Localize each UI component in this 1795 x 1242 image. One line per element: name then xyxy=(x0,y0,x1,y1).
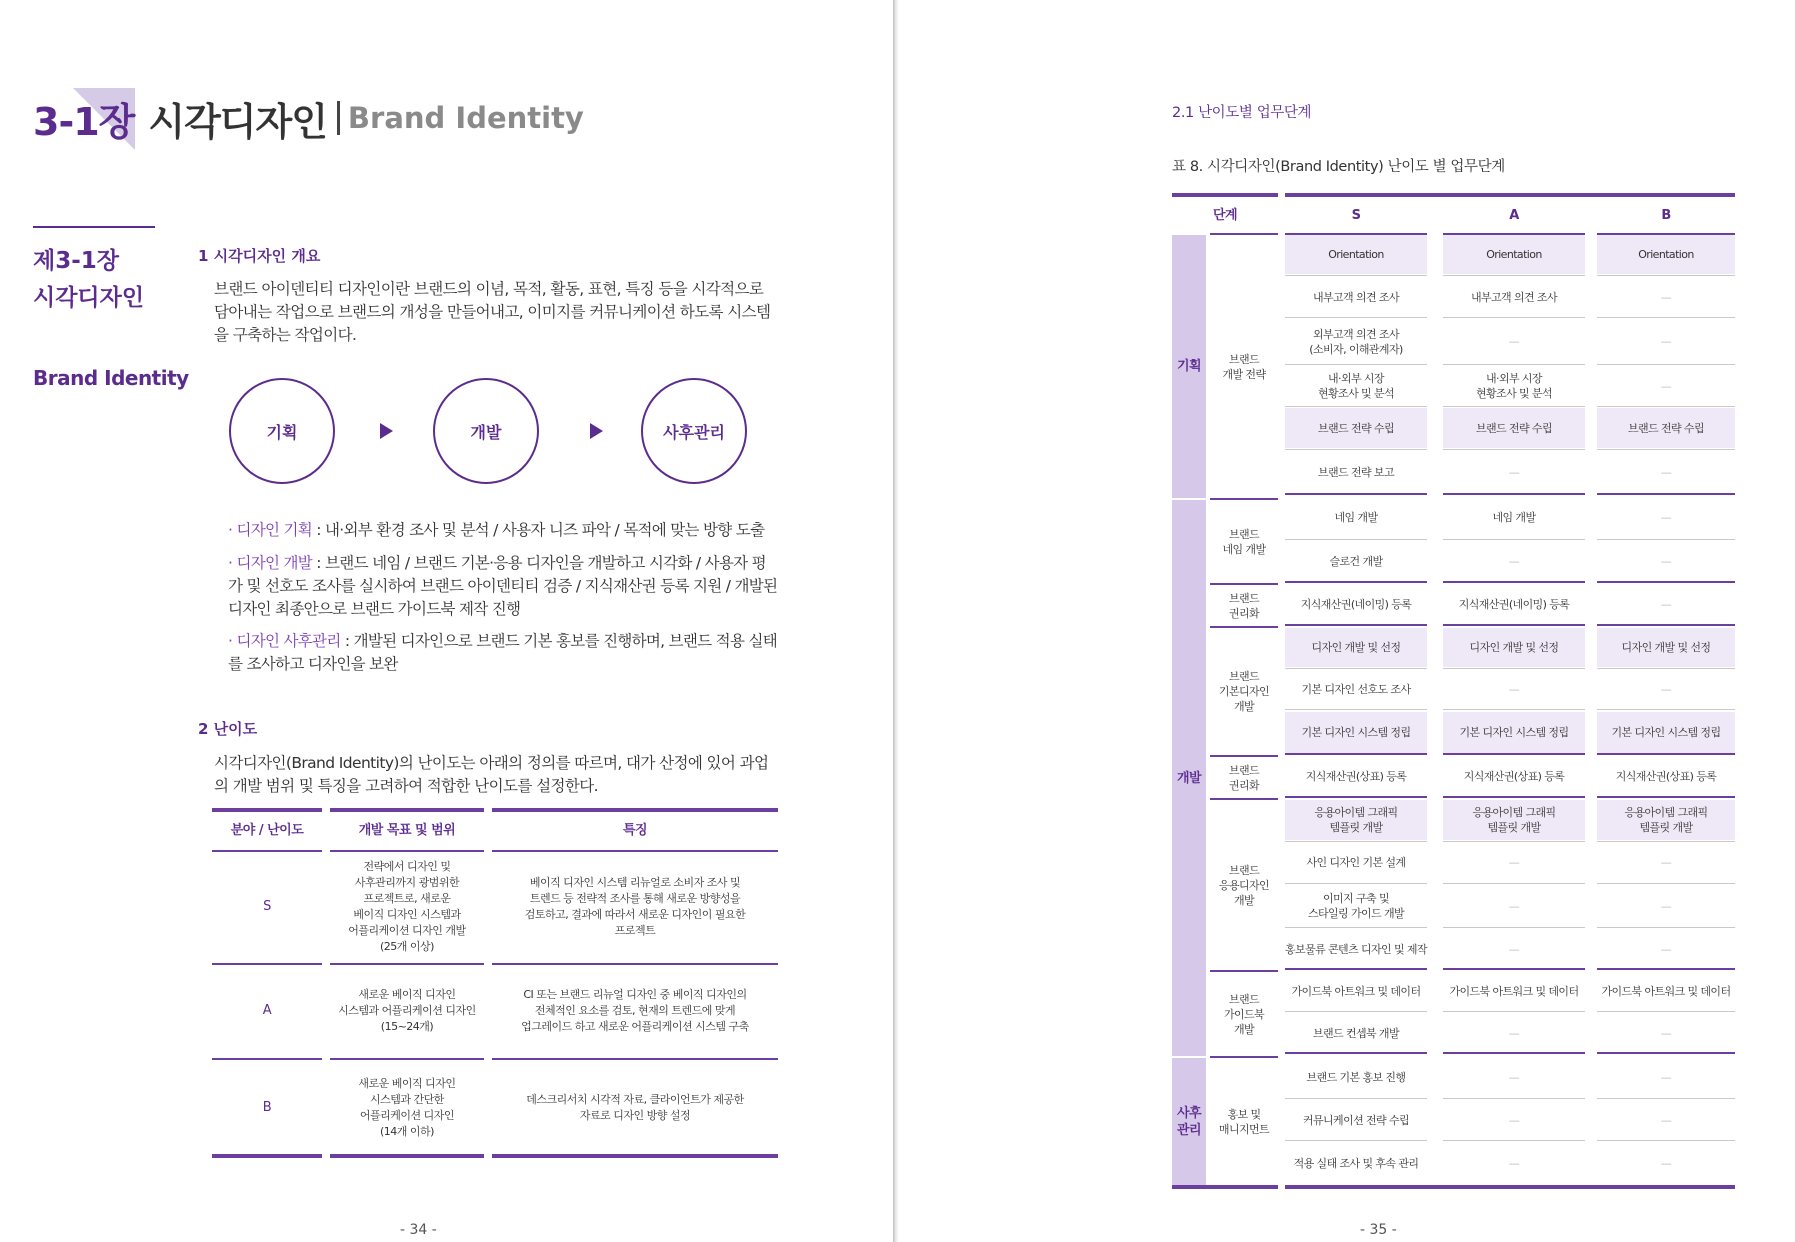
stage-cell-empty-dash: — xyxy=(1508,899,1520,913)
table-rule xyxy=(1285,539,1427,540)
table-rule xyxy=(212,808,322,812)
stage-cell-s: 내부고객 의견 조사 xyxy=(1312,290,1399,304)
phase-plan: 기획 xyxy=(1172,235,1206,498)
stage-cell-empty-dash: — xyxy=(1508,942,1520,956)
table-rule xyxy=(1443,968,1585,970)
table-rule xyxy=(1443,841,1585,842)
stage-cell-a: 지식재산권(상표) 등록 xyxy=(1463,770,1565,783)
group-brand-rights: 브랜드 권리화 xyxy=(1228,591,1260,620)
bullet-design-develop xyxy=(228,552,778,621)
side-heading-line2: 시각디자인 xyxy=(33,285,145,311)
table-rule xyxy=(1597,968,1735,970)
bullet-design-aftercare xyxy=(228,630,778,676)
table-cell-feature: CI 또는 브랜드 리뉴얼 디자인 중 베이직 디자인의 전체적인 요소를 검토, 현재의 트렌드에 맞게 업그레이드 하고 새로운 어플리케이션 시스템 구축 xyxy=(521,988,749,1033)
stage-cell-empty-dash: — xyxy=(1660,1026,1672,1040)
stage-cell-empty-dash: — xyxy=(1660,511,1672,524)
stage-cell-s: 커뮤니케이션 전략 수립 xyxy=(1302,1113,1410,1127)
table-rule xyxy=(1597,539,1735,540)
phase-develop: 개발 xyxy=(1172,500,1206,1056)
left-page xyxy=(0,0,893,1242)
phase-aftercare: 사후 관리 xyxy=(1172,1058,1206,1185)
table-rule xyxy=(1285,317,1427,318)
table-rule xyxy=(1285,668,1427,669)
table-rule xyxy=(212,1058,322,1060)
table-rule xyxy=(1210,798,1278,800)
chapter-english-title: Brand Identity xyxy=(347,101,584,135)
stage-cell-empty-dash: — xyxy=(1660,379,1672,393)
table-rule xyxy=(1210,583,1278,585)
table-rule xyxy=(1285,406,1427,407)
chapter-korean-title: 시각디자인 xyxy=(148,99,327,144)
table-rule xyxy=(1443,1052,1585,1054)
table-rule xyxy=(330,850,484,852)
side-heading-line1: 제3-1장 xyxy=(33,248,119,274)
table-rule xyxy=(330,1154,484,1158)
table-rule xyxy=(1597,927,1735,928)
table-rule xyxy=(1443,796,1585,798)
stage-cell-a: 응용아이템 그래픽 템플릿 개발 xyxy=(1443,800,1585,840)
stage-cell-empty-dash: — xyxy=(1660,335,1672,348)
table-rule xyxy=(492,1058,778,1060)
stage-cell-s: 지식재산권(네이밍) 등록 xyxy=(1300,598,1412,611)
table-rule xyxy=(1597,275,1735,276)
table-rule xyxy=(492,1154,778,1158)
group-guidebook: 브랜드 가이드북 개발 xyxy=(1223,992,1265,1036)
side-heading-english: Brand Identity xyxy=(33,366,189,390)
table-rule xyxy=(1210,755,1278,757)
chapter-number: 3-1장 xyxy=(33,99,135,144)
stage-cell-empty-dash: — xyxy=(1660,1113,1672,1127)
stage-cell-empty-dash: — xyxy=(1508,682,1520,696)
table-rule xyxy=(1597,1011,1735,1012)
table-rule xyxy=(1597,1052,1735,1054)
process-step-develop: 개발 xyxy=(433,378,539,484)
stage-cell-s: 가이드북 아트워크 및 데이터 xyxy=(1291,984,1421,998)
stage-cell-empty-dash: — xyxy=(1660,290,1672,304)
book-spine xyxy=(893,0,898,1242)
table-rule xyxy=(1210,1056,1278,1058)
stage-cell-empty-dash: — xyxy=(1508,335,1520,348)
table-rule xyxy=(1597,233,1735,235)
table-rule xyxy=(1285,1140,1427,1141)
stage-cell-empty-dash: — xyxy=(1660,942,1672,956)
table-rule xyxy=(1443,624,1585,626)
bullet-key: · 디자인 사후관리 xyxy=(228,632,341,650)
stage-cell-a: Orientation xyxy=(1443,235,1585,274)
stage-header-b: B xyxy=(1661,207,1671,223)
table-cell-grade: S xyxy=(263,899,271,914)
table-rule xyxy=(330,808,484,812)
stage-cell-s: Orientation xyxy=(1285,235,1427,274)
stage-cell-empty-dash: — xyxy=(1660,856,1672,869)
group-applied-design: 브랜드 응용디자인 개발 xyxy=(1218,863,1270,907)
table-rule xyxy=(1597,796,1735,798)
page-number: - 34 - xyxy=(400,1222,437,1238)
stage-cell-s: 디자인 개발 및 선정 xyxy=(1285,628,1427,667)
stage-cell-b: Orientation xyxy=(1597,235,1735,274)
table-rule xyxy=(1597,406,1735,407)
process-step-plan: 기획 xyxy=(229,378,335,484)
table-rule xyxy=(330,1058,484,1060)
table-rule xyxy=(1210,970,1278,972)
stage-cell-a: 지식재산권(네이밍) 등록 xyxy=(1458,598,1570,611)
table-cell-grade: A xyxy=(262,1003,272,1018)
bullet-key: · 디자인 개발 xyxy=(228,554,313,572)
table-rule xyxy=(1285,233,1427,235)
table-cell-goal: 새로운 베이직 디자인 시스템과 간단한 어플리케이션 디자인 (14개 이하) xyxy=(358,1077,456,1138)
table-rule xyxy=(1443,275,1585,276)
stage-cell-s: 브랜드 컨셉북 개발 xyxy=(1312,1026,1399,1040)
section-2-title: 2 난이도 xyxy=(198,720,258,738)
page-number: - 35 - xyxy=(1360,1222,1397,1238)
stage-cell-s: 사인 디자인 기본 설계 xyxy=(1306,856,1406,869)
table-rule xyxy=(1443,449,1585,450)
group-basic-design: 브랜드 기본디자인 개발 xyxy=(1218,670,1270,713)
chapter-title xyxy=(33,88,584,148)
stage-cell-empty-dash: — xyxy=(1508,1071,1520,1084)
stage-cell-b: 응용아이템 그래픽 템플릿 개발 xyxy=(1597,800,1735,840)
stage-cell-a: 브랜드 전략 수립 xyxy=(1443,408,1585,448)
stage-cell-empty-dash: — xyxy=(1508,856,1520,869)
table-rule xyxy=(1597,883,1735,884)
stage-cell-s: 브랜드 기본 홍보 진행 xyxy=(1306,1071,1406,1084)
table-rule xyxy=(492,808,778,812)
stage-cell-empty-dash: — xyxy=(1660,1071,1672,1084)
table-rule xyxy=(1597,364,1735,365)
stage-cell-s: 외부고객 의견 조사 (소비자, 이해관계자) xyxy=(1309,327,1403,356)
section-1-paragraph: 브랜드 아이덴티티 디자인이란 브랜드의 이념, 목적, 활동, 표현, 특징 등을 시각적으로 담아내는 작업으로 브랜드의 개성을 만들어내고, 이미지를 커뮤니케이션 하도록 시스템을 구축하는 작업이다. xyxy=(214,280,771,344)
bullet-design-plan xyxy=(228,519,778,542)
stage-cell-s: 기본 디자인 선호도 조사 xyxy=(1301,682,1411,696)
table-rule xyxy=(1443,668,1585,669)
table-rule xyxy=(1285,1098,1427,1099)
table-rule xyxy=(1285,1011,1427,1012)
table-rule xyxy=(1210,233,1278,235)
stage-header-s: S xyxy=(1351,207,1361,223)
table-cell-feature: 데스크리서치 시각적 자료, 클라이언트가 제공한 자료로 디자인 방향 설정 xyxy=(526,1093,744,1122)
table-rule xyxy=(1597,1098,1735,1099)
stage-cell-a: 내부고객 의견 조사 xyxy=(1470,290,1557,304)
table-rule xyxy=(1443,883,1585,884)
table-header-grade: 분야 / 난이도 xyxy=(230,823,304,838)
table-rule xyxy=(1597,709,1735,710)
section-1-title: 1 시각디자인 개요 xyxy=(198,247,321,265)
table-rule xyxy=(1443,927,1585,928)
table-rule xyxy=(1285,841,1427,842)
table-rule xyxy=(1285,1052,1427,1054)
stage-cell-empty-dash: — xyxy=(1508,1156,1520,1170)
table-rule xyxy=(1443,364,1585,365)
stage-cell-empty-dash: — xyxy=(1508,1113,1520,1127)
stage-cell-empty-dash: — xyxy=(1660,1156,1672,1170)
stage-cell-s: 이미지 구축 및 스타일링 가이드 개발 xyxy=(1307,892,1405,920)
stage-cell-empty-dash: — xyxy=(1508,555,1520,568)
group-brand-naming: 브랜드 네임 개발 xyxy=(1222,527,1266,556)
table-rule xyxy=(1443,709,1585,710)
table-rule xyxy=(1443,1098,1585,1099)
table-rule xyxy=(1443,1011,1585,1012)
stage-cell-empty-dash: — xyxy=(1660,598,1672,611)
table-rule xyxy=(1443,539,1585,540)
table-rule xyxy=(1443,233,1585,235)
table-rule xyxy=(1597,668,1735,669)
stage-cell-b: 브랜드 전략 수립 xyxy=(1597,408,1735,448)
table-rule xyxy=(1597,317,1735,318)
chapter-number-block xyxy=(33,88,134,148)
table-rule xyxy=(1597,449,1735,450)
section-2-paragraph: 시각디자인(Brand Identity)의 난이도는 아래의 정의를 따르며, 대가 산정에 있어 과업의 개발 범위 및 특징을 고려하여 적합한 난이도를 설정한다. xyxy=(214,754,769,795)
table-rule xyxy=(1285,796,1427,798)
stage-cell-s: 기본 디자인 시스템 정립 xyxy=(1285,712,1427,753)
stage-cell-a: 기본 디자인 시스템 정립 xyxy=(1443,712,1585,753)
table-rule xyxy=(1597,1140,1735,1141)
table-rule xyxy=(1597,624,1735,626)
table-rule xyxy=(1285,275,1427,276)
stage-cell-a: 가이드북 아트워크 및 데이터 xyxy=(1449,984,1579,998)
process-step-aftercare: 사후관리 xyxy=(641,378,747,484)
table-cell-goal: 전략에서 디자인 및 사후관리까지 광범위한 프로젝트로, 새로운 베이직 디자인 시스템과 어플리케이션 디자인 개발 (25개 이상) xyxy=(348,860,466,953)
side-heading xyxy=(33,243,144,317)
stage-cell-s: 내·외부 시장 현황조사 및 분석 xyxy=(1318,372,1394,400)
table-rule xyxy=(1443,581,1585,583)
table-rule xyxy=(1285,968,1427,970)
process-arrow-icon xyxy=(590,423,603,439)
table-rule xyxy=(1285,883,1427,884)
chapter-title-divider xyxy=(337,101,340,135)
table-rule xyxy=(330,963,484,965)
table-rule xyxy=(492,850,778,852)
stage-cell-empty-dash: — xyxy=(1660,899,1672,913)
table-rule xyxy=(212,963,322,965)
process-arrow-icon xyxy=(380,423,393,439)
stage-cell-s: 적용 실태 조사 및 후속 관리 xyxy=(1293,1156,1419,1170)
table-rule xyxy=(1443,493,1585,495)
stage-header-phase: 단계 xyxy=(1213,207,1237,223)
stage-cell-b: 디자인 개발 및 선정 xyxy=(1597,628,1735,667)
stage-cell-a: 내·외부 시장 현황조사 및 분석 xyxy=(1476,372,1552,400)
table-rule xyxy=(1597,493,1735,495)
table-header-feature: 특징 xyxy=(622,823,648,838)
table-rule xyxy=(1443,317,1585,318)
table-rule xyxy=(1597,581,1735,583)
table-rule xyxy=(1210,626,1278,628)
side-heading-rule xyxy=(33,226,155,228)
stage-cell-a: 네임 개발 xyxy=(1492,511,1536,524)
table-rule xyxy=(1597,753,1735,755)
table-rule xyxy=(1210,498,1278,500)
stage-header-a: A xyxy=(1509,207,1519,223)
table-rule xyxy=(1597,841,1735,842)
subsection-title: 2.1 난이도별 업무단계 xyxy=(1172,105,1312,121)
bullet-key: · 디자인 기획 xyxy=(228,521,313,539)
table-rule xyxy=(212,1154,322,1158)
stage-cell-empty-dash: — xyxy=(1508,466,1520,479)
stage-cell-s: 홍보물류 콘텐츠 디자인 및 제작 xyxy=(1285,942,1427,956)
table-rule xyxy=(1443,406,1585,407)
stage-cell-s: 브랜드 전략 수립 xyxy=(1285,408,1427,448)
stage-cell-empty-dash: — xyxy=(1660,466,1672,479)
table-rule xyxy=(492,963,778,965)
group-brand-strategy: 브랜드 개발 전략 xyxy=(1222,352,1266,381)
table-rule xyxy=(1285,753,1427,755)
group-promo-management: 홍보 및 매니지먼트 xyxy=(1218,1107,1270,1136)
stage-cell-b: 기본 디자인 시스템 정립 xyxy=(1597,712,1735,753)
stage-cell-s: 슬로건 개발 xyxy=(1329,555,1383,568)
stage-cell-empty-dash: — xyxy=(1660,682,1672,696)
table-rule xyxy=(1285,364,1427,365)
table-cell-goal: 새로운 베이직 디자인 시스템과 어플리케이션 디자인 (15~24개) xyxy=(338,988,476,1033)
table-rule xyxy=(1285,449,1427,450)
bullet-text: : 브랜드 네임 / 브랜드 기본·응용 디자인을 개발하고 시각화 / 사용자 평가 및 선호도 조사를 실시하여 브랜드 아이덴티티 검증 / 지식재산권 등록 지원 / 개발된 디자인 최종안으로 브랜드 가이드북 제작 진행 xyxy=(228,554,778,618)
stage-cell-empty-dash: — xyxy=(1660,555,1672,568)
group-brand-rights: 브랜드 권리화 xyxy=(1228,763,1260,792)
stage-cell-b: 지식재산권(상표) 등록 xyxy=(1615,770,1717,783)
stage-cell-empty-dash: — xyxy=(1508,1026,1520,1040)
table-header-goal: 개발 목표 및 범위 xyxy=(358,823,456,838)
table-rule xyxy=(212,850,322,852)
stage-cell-s: 응용아이템 그래픽 템플릿 개발 xyxy=(1285,800,1427,840)
stage-cell-s: 지식재산권(상표) 등록 xyxy=(1305,770,1407,783)
bullet-text: : 개발된 디자인으로 브랜드 기본 홍보를 진행하며, 브랜드 적용 실태를 조사하고 디자인을 보완 xyxy=(228,632,777,673)
stage-cell-b: 가이드북 아트워크 및 데이터 xyxy=(1601,984,1731,998)
table-rule xyxy=(1285,581,1427,583)
table-rule xyxy=(1285,927,1427,928)
stage-cell-a: 디자인 개발 및 선정 xyxy=(1443,628,1585,667)
table-caption: 표 8. 시각디자인(Brand Identity) 난이도 별 업무단계 xyxy=(1172,159,1505,175)
table-rule xyxy=(1285,493,1427,495)
table-rule xyxy=(1172,1185,1278,1189)
table-cell-grade: B xyxy=(262,1100,272,1115)
bullet-text: : 내·외부 환경 조사 및 분석 / 사용자 니즈 파악 / 목적에 맞는 방향 도출 xyxy=(312,521,765,539)
stage-cell-s: 브랜드 전략 보고 xyxy=(1318,466,1394,479)
table-rule xyxy=(1443,753,1585,755)
table-cell-feature: 베이직 디자인 시스템 리뉴얼로 소비자 조사 및 트렌드 등 전략적 조사를 통해 새로운 방향성을 검토하고, 결과에 따라서 새로운 디자인이 필요한 프로젝트 xyxy=(524,876,746,937)
table-rule xyxy=(1443,1140,1585,1141)
table-rule xyxy=(1285,1185,1735,1189)
table-rule xyxy=(1285,709,1427,710)
stage-cell-s: 네임 개발 xyxy=(1334,511,1378,524)
table-rule xyxy=(1285,624,1427,626)
